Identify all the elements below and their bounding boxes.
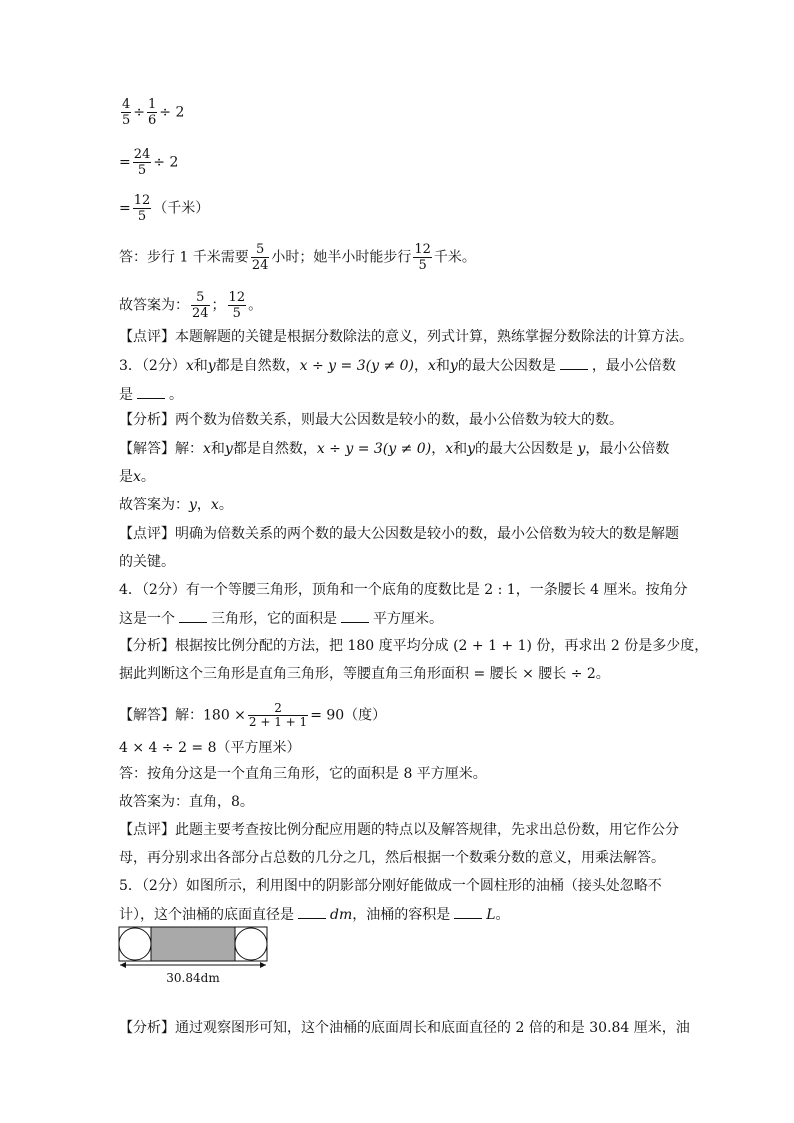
question-5-line-2: 计），这个油桶的底面直径是 dm，油桶的容积是 L。 xyxy=(119,904,510,925)
question-4-final: 故答案为：直角，8。 xyxy=(119,794,254,810)
left-circle xyxy=(119,928,151,960)
answer-blank[interactable] xyxy=(560,355,588,370)
question-3-solution-2: 是x。 xyxy=(119,469,155,485)
dimension-label: 30.84dm xyxy=(166,971,220,985)
question-3-line-2: 是 。 xyxy=(119,384,183,405)
right-circle xyxy=(235,928,267,960)
arrow-left xyxy=(120,962,126,968)
fraction: $\frac{12}{5}$ xyxy=(133,193,151,224)
question-4-solution-1: 【解答】解：180 × $\frac{2}{2 + 1 + 1}$ = 90（度） xyxy=(119,701,387,729)
question-5-line-1: 5．（2分）如图所示，利用图中的阴影部分刚好能做成一个圆柱形的油桶（接头处忽略不 xyxy=(119,878,662,894)
equation-line-1: $\frac{4}{5}$ ÷ $\frac{1}{6}$ ÷ 2 xyxy=(122,97,185,128)
shaded-rectangle xyxy=(151,927,235,961)
question-4-analysis-2: 据此判断这个三角形是直角三角形，等腰直角三角形面积 = 腰长 × 腰长 ÷ 2。 xyxy=(119,666,610,682)
question-3-line-1: 3．（2分）x和y都是自然数，x ÷ y = 3(y ≠ 0)，x和y的最大公因数是 ，最小公倍数 xyxy=(119,355,676,376)
answer-blank[interactable] xyxy=(179,608,207,623)
fraction: $\frac{4}{5}$ xyxy=(122,97,131,128)
answer-line: 答：步行 1 千米需要 $\frac{5}{24}$ 小时；她半小时能步行 $\frac{12}{5}$ 千米。 xyxy=(119,242,476,273)
question-4-comment-2: 母，再分别求出各部分占总数的几分之几，然后根据一个数乘分数的意义，用乘法解答。 xyxy=(119,850,665,866)
fraction: $\frac{5}{24}$ xyxy=(251,242,269,273)
equation-line-2: = $\frac{24}{5}$ ÷ 2 xyxy=(119,147,179,178)
answer-blank[interactable] xyxy=(454,904,482,919)
answer-blank[interactable] xyxy=(137,384,165,399)
fraction: $\frac{12}{5}$ xyxy=(228,290,246,321)
question-3-comment-1: 【点评】明确为倍数关系的两个数的最大公因数是较小的数，最小公倍数为较大的数是解题 xyxy=(119,526,679,542)
question-3-solution-1: 【解答】解：x和y都是自然数，x ÷ y = 3(y ≠ 0)，x和y的最大公因数是 y，最小公倍数 xyxy=(119,441,670,457)
question-5-analysis: 【分析】通过观察图形可知，这个油桶的底面周长和底面直径的 2 倍的和是 30.84 厘米，油 xyxy=(119,1020,690,1036)
fraction: $\frac{5}{24}$ xyxy=(192,290,209,321)
question-4-line-1: 4．（2分）有一个等腰三角形，顶角和一个底角的度数比是 2 : 1，一条腰长 4 厘米。按角分 xyxy=(119,582,688,598)
question-4-analysis-1: 【分析】根据按比例分配的方法，把 180 度平均分成 (2 + 1 + 1) 份，再求出 2 份是多少度， xyxy=(119,638,709,654)
fraction: $\frac{2}{2 + 1 + 1}$ xyxy=(248,701,308,729)
question-4-answer: 答：按角分这是一个直角三角形，它的面积是 8 平方厘米。 xyxy=(119,766,487,782)
question-4-comment-1: 【点评】此题主要考查按比例分配应用题的特点以及解答规律，先求出总份数，用它作公分 xyxy=(119,822,679,838)
final-answer-line: 故答案为： $\frac{5}{24}$ ； $\frac{12}{5}$ 。 xyxy=(119,290,263,321)
question-4-line-2: 这是一个 三角形，它的面积是 平方厘米。 xyxy=(119,608,443,629)
question-3-answer: 故答案为：y，x。 xyxy=(119,497,233,513)
arrow-right xyxy=(260,962,266,968)
question-3-comment-2: 的关键。 xyxy=(119,554,175,570)
answer-blank[interactable] xyxy=(341,608,369,623)
comment-line: 【点评】本题解题的关键是根据分数除法的意义，列式计算，熟练掌握分数除法的计算方法。 xyxy=(119,329,693,345)
equation-line-3: = $\frac{12}{5}$ （千米） xyxy=(119,193,210,224)
cylinder-net-figure xyxy=(118,925,270,985)
fraction: $\frac{1}{6}$ xyxy=(148,97,157,128)
question-4-solution-2: 4 × 4 ÷ 2 = 8（平方厘米） xyxy=(119,740,301,756)
fraction: $\frac{12}{5}$ xyxy=(414,242,431,273)
answer-blank[interactable] xyxy=(298,904,326,919)
fraction: $\frac{24}{5}$ xyxy=(133,147,151,178)
question-3-analysis: 【分析】两个数为倍数关系，则最大公因数是较小的数，最小公倍数为较大的数。 xyxy=(119,412,623,428)
